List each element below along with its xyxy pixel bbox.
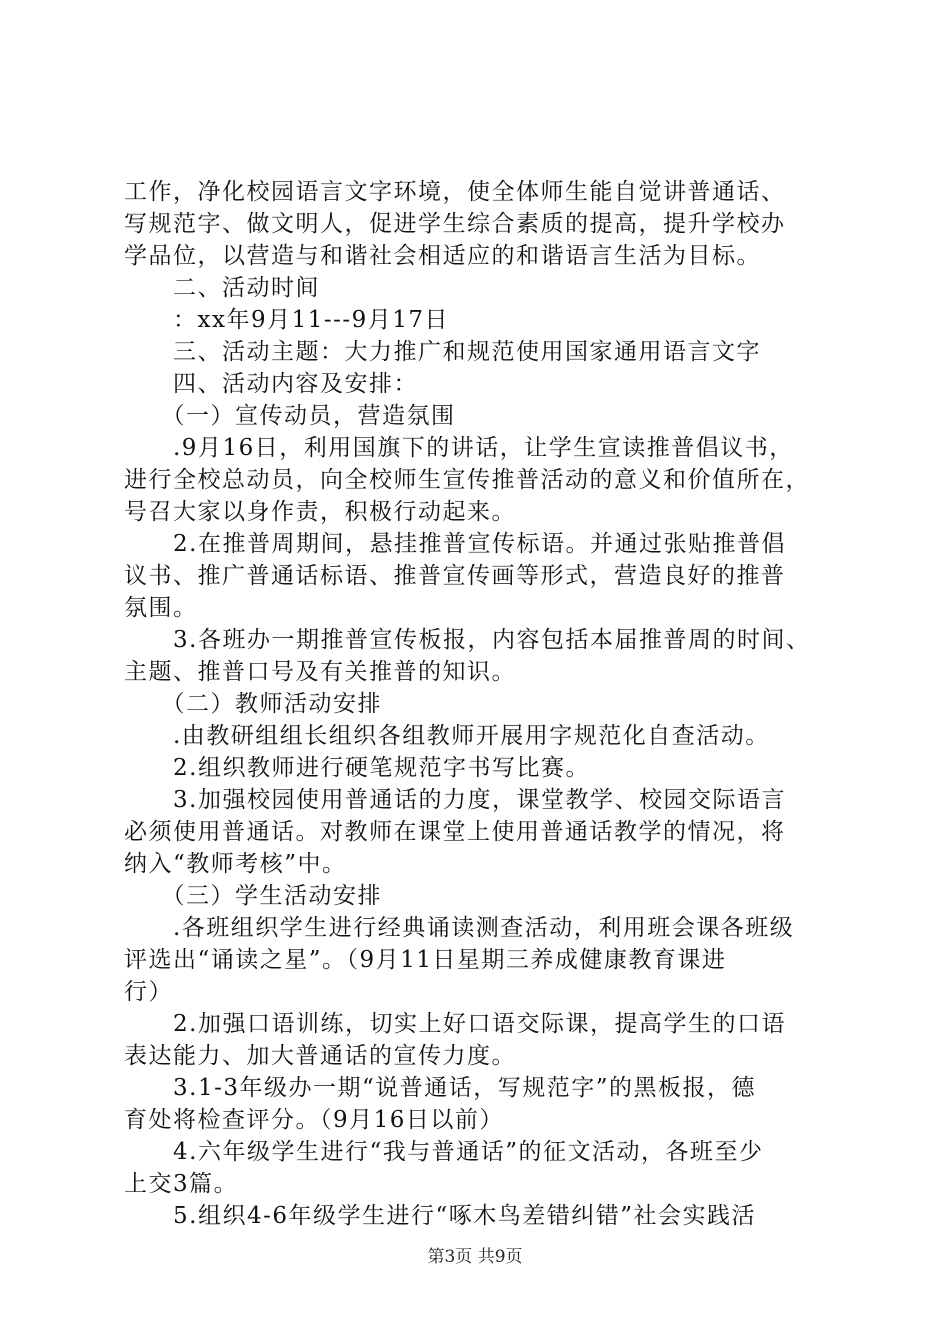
text-line: 5.组织4-6年级学生进行“啄木鸟差错纠错”社会实践活: [124, 1203, 756, 1229]
document-body: [124, 176, 844, 1232]
page-number-footer: 第3页 共9页: [427, 1247, 523, 1267]
subsection-heading: （二）教师活动安排: [124, 691, 382, 717]
text-line: 进行全校总动员，向全校师生宣传推普活动的意义和价值所在，: [124, 467, 810, 493]
text-line: .各班组织学生进行经典诵读测查活动，利用班会课各班级: [124, 915, 795, 941]
subsection-heading: （一）宣传动员，营造氛围: [124, 403, 456, 429]
text-line: 号召大家以身作责，积极行动起来。: [124, 499, 516, 525]
text-line: 行）: [124, 979, 173, 1005]
text-line: 3.加强校园使用普通话的力度，课堂教学、校园交际语言: [124, 787, 786, 813]
text-line: 评选出“诵读之星”。（9月11日星期三养成健康教育课进: [124, 947, 727, 973]
text-line: .9月16日，利用国旗下的讲话，让学生宣读推普倡议书，: [124, 435, 794, 461]
text-line: 工作，净化校园语言文字环境，使全体师生能自觉讲普通话、: [124, 179, 786, 205]
text-line: 2.在推普周期间，悬挂推普宣传标语。并通过张贴推普倡: [124, 531, 786, 557]
text-line: 学品位，以营造与和谐社会相适应的和谐语言生活为目标。: [124, 243, 761, 269]
text-line: 2.加强口语训练，切实上好口语交际课，提高学生的口语: [124, 1011, 786, 1037]
text-line: 纳入“教师考核”中。: [124, 851, 347, 877]
text-line: 必须使用普通话。对教师在课堂上使用普通话教学的情况，将: [124, 819, 786, 845]
section-heading: 三、活动主题：大力推广和规范使用国家通用语言文字: [124, 339, 761, 365]
text-line: 写规范字、做文明人，促进学生综合素质的提高，提升学校办: [124, 211, 786, 237]
text-line: 育处将检查评分。（9月16日以前）: [124, 1107, 504, 1133]
text-line: 2.组织教师进行硬笔规范字书写比赛。: [124, 755, 590, 781]
text-line: 3.各班办一期推普宣传板报，内容包括本届推普周的时间、: [124, 627, 811, 653]
text-line: 议书、推广普通话标语、推普宣传画等形式，营造良好的推普: [124, 563, 786, 589]
text-line: ：xx年9月11---9月17日: [124, 307, 450, 333]
text-line: 4.六年级学生进行“我与普通话”的征文活动，各班至少: [124, 1139, 764, 1165]
text-line: 3.1-3年级办一期“说普通话，写规范字”的黑板报，德: [124, 1075, 756, 1101]
section-heading: 四、活动内容及安排：: [124, 371, 418, 397]
subsection-heading: （三）学生活动安排: [124, 883, 382, 909]
text-line: 上交3篇。: [124, 1171, 239, 1197]
section-heading: 二、活动时间: [124, 275, 320, 301]
text-line: 氛围。: [124, 595, 198, 621]
text-line: 主题、推普口号及有关推普的知识。: [124, 659, 516, 685]
text-line: .由教研组组长组织各组教师开展用字规范化自查活动。: [124, 723, 770, 749]
text-line: 表达能力、加大普通话的宣传力度。: [124, 1043, 516, 1069]
